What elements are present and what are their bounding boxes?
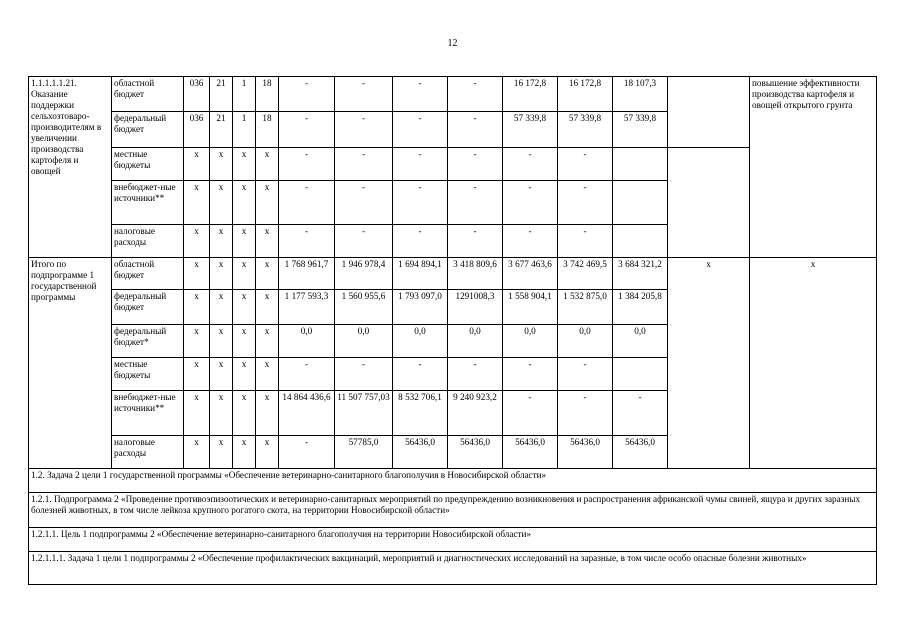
code-cell: х — [210, 436, 233, 469]
value-cell: 9 240 923,2 — [448, 391, 503, 436]
value-cell: - — [279, 181, 335, 225]
value-cell: 3 677 463,6 — [503, 258, 558, 290]
code-cell: х — [184, 358, 210, 391]
finance-source: налоговые расходы — [112, 225, 184, 258]
value-cell: 56436,0 — [503, 436, 558, 469]
code-cell: 036 — [184, 112, 210, 148]
value-cell — [613, 148, 668, 181]
value-cell: - — [335, 181, 393, 225]
table-row — [29, 469, 877, 493]
value-cell: 3 418 809,6 — [448, 258, 503, 290]
table-row — [29, 148, 877, 181]
code-cell: х — [233, 391, 256, 436]
value-cell: 3 684 321,2 — [613, 258, 668, 290]
value-cell: - — [503, 391, 558, 436]
value-cell: 1 558 904,1 — [503, 290, 558, 325]
value-cell: 56436,0 — [448, 436, 503, 469]
value-cell: 1 694 894,1 — [393, 258, 448, 290]
code-cell: х — [256, 181, 279, 225]
value-cell: - — [393, 358, 448, 391]
task-heading: 1.2. Задача 2 цели 1 государственной программы «Обеспечение ветеринарно-санитарного благополучия в Новосибирской области» — [29, 469, 877, 493]
value-cell: - — [335, 112, 393, 148]
table-row — [29, 493, 877, 528]
code-cell: х — [184, 290, 210, 325]
executor-cell — [668, 148, 750, 258]
value-cell — [613, 225, 668, 258]
code-cell: х — [210, 148, 233, 181]
value-cell: - — [279, 225, 335, 258]
value-cell: - — [279, 358, 335, 391]
value-cell: - — [503, 225, 558, 258]
value-cell: - — [279, 436, 335, 469]
code-cell: х — [256, 436, 279, 469]
finance-source: местные бюджеты — [112, 148, 184, 181]
measure-name: 1.1.1.1.1.21. Оказание поддержки сельхозтоваро-производителям в увеличении производства картофеля и овощей — [29, 77, 112, 258]
value-cell: - — [279, 77, 335, 112]
table-row — [29, 77, 877, 112]
total-name: Итого по подпрограмме 1 государственной программы — [29, 258, 112, 469]
code-cell: х — [184, 436, 210, 469]
value-cell: - — [335, 225, 393, 258]
code-cell: х — [210, 325, 233, 358]
code-cell: 21 — [210, 77, 233, 112]
value-cell: - — [448, 112, 503, 148]
value-cell: 1 532 875,0 — [558, 290, 613, 325]
value-cell: 0,0 — [335, 325, 393, 358]
value-cell: - — [558, 358, 613, 391]
value-cell: - — [448, 358, 503, 391]
value-cell: - — [393, 112, 448, 148]
value-cell: 0,0 — [613, 325, 668, 358]
value-cell: 0,0 — [393, 325, 448, 358]
executor-cell: х — [668, 258, 750, 469]
code-cell: х — [233, 225, 256, 258]
programme-table — [28, 76, 877, 585]
code-cell: х — [184, 225, 210, 258]
subprogram-heading: 1.2.1. Подпрограмма 2 «Проведение противоэпизоотических и ветеринарно-санитарных мероприятий по предупреждению возникновения и распространения африканской чумы свиней, ящура и других заразных болезней животных, в том числе лейкоза крупного рогатого скота, на территории Новосибирской области» — [29, 493, 877, 528]
value-cell: 8 532 706,1 — [393, 391, 448, 436]
value-cell: 57 339,8 — [558, 112, 613, 148]
table-row — [29, 258, 877, 290]
value-cell: - — [448, 148, 503, 181]
code-cell: х — [233, 290, 256, 325]
finance-source: местные бюджеты — [112, 358, 184, 391]
code-cell: х — [256, 391, 279, 436]
value-cell — [613, 358, 668, 391]
code-cell: х — [210, 391, 233, 436]
value-cell: - — [558, 148, 613, 181]
finance-source: областной бюджет — [112, 77, 184, 112]
value-cell: 57785,0 — [335, 436, 393, 469]
value-cell: - — [558, 391, 613, 436]
code-cell: 1 — [233, 77, 256, 112]
value-cell: 57 339,8 — [503, 112, 558, 148]
value-cell: 1 793 097,0 — [393, 290, 448, 325]
value-cell: - — [279, 112, 335, 148]
value-cell: 1 946 978,4 — [335, 258, 393, 290]
value-cell: 56436,0 — [558, 436, 613, 469]
finance-source: федеральный бюджет — [112, 112, 184, 148]
value-cell: - — [448, 77, 503, 112]
value-cell: 14 864 436,6 — [279, 391, 335, 436]
value-cell: 1 560 955,6 — [335, 290, 393, 325]
code-cell: х — [233, 258, 256, 290]
value-cell: 1291008,3 — [448, 290, 503, 325]
code-cell: х — [210, 358, 233, 391]
code-cell: х — [184, 148, 210, 181]
code-cell: х — [233, 325, 256, 358]
code-cell: х — [184, 258, 210, 290]
value-cell: 56436,0 — [393, 436, 448, 469]
code-cell: х — [184, 391, 210, 436]
finance-source: федеральный бюджет — [112, 290, 184, 325]
value-cell: - — [503, 358, 558, 391]
code-cell: х — [210, 290, 233, 325]
code-cell: х — [233, 148, 256, 181]
code-cell: х — [210, 225, 233, 258]
value-cell: - — [335, 77, 393, 112]
value-cell: 3 742 469,5 — [558, 258, 613, 290]
value-cell: 1 177 593,3 — [279, 290, 335, 325]
code-cell: 036 — [184, 77, 210, 112]
value-cell: - — [335, 358, 393, 391]
value-cell: - — [503, 148, 558, 181]
code-cell: 18 — [256, 112, 279, 148]
value-cell: - — [393, 225, 448, 258]
code-cell: х — [210, 258, 233, 290]
executor-cell — [668, 77, 750, 148]
code-cell: х — [233, 181, 256, 225]
value-cell: 0,0 — [279, 325, 335, 358]
code-cell: х — [256, 225, 279, 258]
value-cell: - — [335, 148, 393, 181]
value-cell: - — [279, 148, 335, 181]
code-cell: х — [256, 325, 279, 358]
value-cell: 11 507 757,03 — [335, 391, 393, 436]
code-cell: х — [256, 358, 279, 391]
expected-result: х — [750, 258, 877, 469]
finance-source: областной бюджет — [112, 258, 184, 290]
value-cell: - — [613, 391, 668, 436]
value-cell: 57 339,8 — [613, 112, 668, 148]
expected-result: повышение эффективности производства картофеля и овощей открытого грунта — [750, 77, 877, 258]
code-cell: х — [256, 290, 279, 325]
value-cell: - — [558, 181, 613, 225]
value-cell: - — [448, 181, 503, 225]
value-cell: - — [503, 181, 558, 225]
finance-source: налоговые расходы — [112, 436, 184, 469]
code-cell: х — [233, 358, 256, 391]
code-cell: х — [184, 325, 210, 358]
value-cell: 0,0 — [558, 325, 613, 358]
value-cell: 16 172,8 — [503, 77, 558, 112]
subtask-heading: 1.2.1.1.1. Задача 1 цели 1 подпрограммы 2 «Обеспечение профилактических вакцинаций, мероприятий и диагностических исследований на заразные, в том числе особо опасные болезни животных» — [29, 552, 877, 585]
value-cell: - — [558, 225, 613, 258]
value-cell: 1 768 961,7 — [279, 258, 335, 290]
table-row — [29, 528, 877, 552]
value-cell: - — [393, 181, 448, 225]
value-cell: - — [393, 148, 448, 181]
goal-heading: 1.2.1.1. Цель 1 подпрограммы 2 «Обеспечение ветеринарно-санитарного благополучия на территории Новосибирской области» — [29, 528, 877, 552]
value-cell: 0,0 — [503, 325, 558, 358]
table-row — [29, 552, 877, 585]
finance-source: внебюджет-ные источники** — [112, 181, 184, 225]
code-cell: х — [184, 181, 210, 225]
code-cell: х — [256, 148, 279, 181]
value-cell: 18 107,3 — [613, 77, 668, 112]
code-cell: 21 — [210, 112, 233, 148]
value-cell: 16 172,8 — [558, 77, 613, 112]
code-cell: 1 — [233, 112, 256, 148]
value-cell: 0,0 — [448, 325, 503, 358]
code-cell: х — [256, 258, 279, 290]
finance-source: федеральный бюджет* — [112, 325, 184, 358]
value-cell: - — [393, 77, 448, 112]
value-cell: - — [448, 225, 503, 258]
code-cell: 18 — [256, 77, 279, 112]
value-cell — [613, 181, 668, 225]
code-cell: х — [233, 436, 256, 469]
finance-source: внебюджет-ные источники** — [112, 391, 184, 436]
value-cell: 56436,0 — [613, 436, 668, 469]
code-cell: х — [210, 181, 233, 225]
page-number: 12 — [447, 38, 458, 49]
value-cell: 1 384 205,8 — [613, 290, 668, 325]
